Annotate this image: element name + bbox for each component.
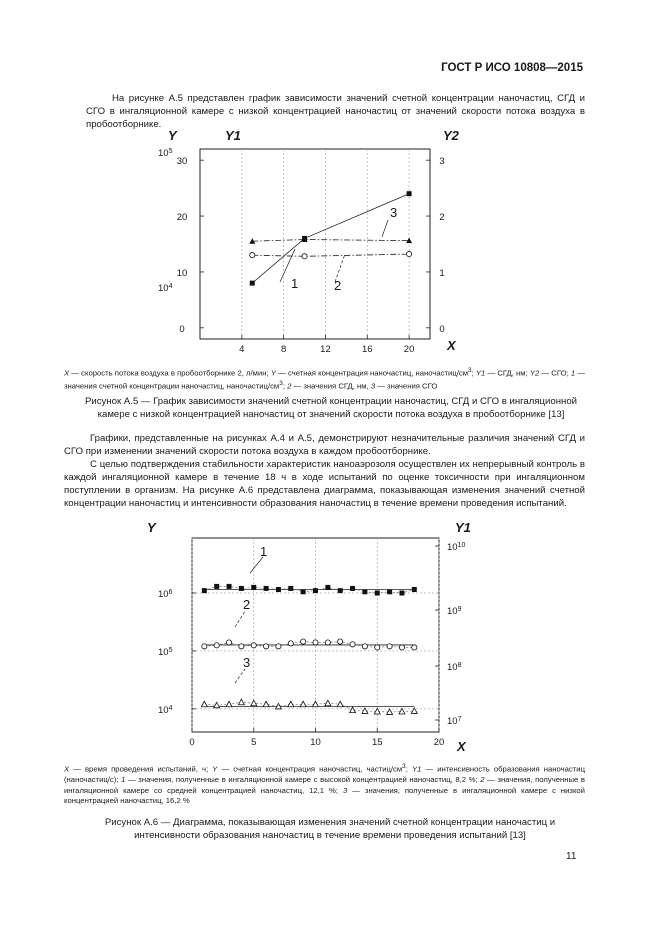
series-2-line [252, 254, 409, 256]
series-3-point [226, 701, 232, 707]
series-2-point [288, 641, 293, 646]
x-tick-label: 8 [280, 344, 287, 355]
series-3-point [251, 700, 257, 706]
series-1-point [313, 588, 318, 593]
y2-axis-title: Y2 [443, 128, 459, 143]
label-3-leader [235, 669, 245, 683]
series-label-2: 2 [243, 597, 251, 612]
document-id-header: ГОСТ Р ИСО 10808—2015 [441, 62, 583, 74]
x-tick-label: 4 [239, 344, 245, 355]
y1-tick-label: 0 [179, 323, 185, 335]
series-1-point [387, 589, 392, 594]
page-number: 11 [566, 851, 577, 862]
series-2-point [301, 639, 306, 644]
series-1-point [338, 588, 343, 593]
series-2-point [313, 640, 318, 645]
series-label-1: 1 [260, 544, 268, 559]
x-tick-label: 10 [310, 737, 321, 748]
figure-a6-caption: Рисунок А.6 — Диаграмма, показывающая изменения значений счетной концентрации наночастиц и интенсивности образования наночастиц в течение времени проведения испытаний [13] [104, 817, 556, 841]
y2-ticks [426, 156, 445, 335]
y1-tick-label: $10^{10}$ [447, 541, 466, 553]
x-axis-title: X [447, 338, 456, 353]
figure-a6-legend: X — время проведения испытаний, ч; Y — счетная концентрация наночастиц, частиц/$см^3$; Y1 — интенсивность образования наночастиц (наночастиц/с); 1 — значения, полученные в ингаляционной камере с высокой концентрацией наночастиц, 8,2 %; 2 — значения, полученные в ингаляционной камере со средней концентрацией наночастиц, 12,1 %; 3 — значения, полученные в ингаляционной камере с низкой концентрацией наночастиц, 16,2 % [64, 763, 585, 806]
series-group [249, 191, 412, 285]
label-1-leader [250, 557, 263, 573]
y1-tick-label: 10 [176, 267, 188, 279]
series-1-point [362, 589, 367, 594]
series-1-point [227, 584, 232, 589]
series-1-point [264, 586, 269, 591]
series-1-point [301, 589, 306, 594]
y-tick-label: $10^5$ [158, 646, 173, 658]
y-tick-label: $10^4$ [158, 282, 173, 294]
y2-tick-label: 0 [439, 323, 445, 335]
series-2-point [325, 640, 330, 645]
series-2-point [406, 251, 411, 256]
series-3-point [350, 707, 356, 713]
series-label-3: 3 [390, 205, 398, 220]
series-1-point [276, 587, 281, 592]
y-tick-label: $10^6$ [158, 588, 173, 601]
x-axis-title: X [457, 739, 466, 754]
series-2-point [239, 644, 244, 649]
x-tick-label: 0 [189, 737, 195, 748]
series-3-point [201, 701, 207, 707]
y1-log-ticks [435, 542, 465, 728]
series-2-point [362, 644, 367, 649]
y1-tick-label: 30 [176, 156, 188, 168]
y1-tick-label: $10^8$ [447, 661, 462, 673]
y-log-ticks [158, 148, 173, 295]
paragraph-graphs-a4-a5: Графики, представленные на рисунках А.4 и А.5, демонстрируют незначительные различия значений СГД и СГО при изменении значений скорости потока воздуха в каждом пробоотборнике. [64, 433, 585, 457]
series-1-point [202, 588, 207, 593]
series-3-line [204, 702, 414, 712]
paragraph-stability: С целью подтверждения стабильности характеристик наноаэрозоля осуществлен их непрерывный контроль в каждой ингаляционной камере в течение 18 ч в ходе испытаний по оценке токсичности при ингаляционном поступлении в организм. На рисунке А.6 представлена диаграмма, показывающая изменения значений счетной концентрации наночастиц и интенсивности образования наночастиц в течение времени проведения испытаний. [64, 459, 585, 509]
series-2-point [302, 254, 307, 259]
series-1-point [407, 191, 412, 196]
x-tick-label: 20 [403, 344, 415, 355]
figure-a5-caption: Рисунок А.5 — График зависимости значений счетной концентрации наночастиц, СГД и СГО в ингаляционной камере с низкой концентрацией наночастиц от значений скорости потока воздуха в пробоотборнике [13] [84, 396, 578, 420]
y2-tick-label: 1 [439, 267, 445, 279]
series-2-point [412, 645, 417, 650]
series-2-point [264, 644, 269, 649]
series-1-point [325, 585, 330, 590]
series-1-point [288, 586, 293, 591]
x-tick-label: 5 [251, 737, 257, 748]
x-tick-label: 20 [433, 737, 445, 748]
x-tick-label: 12 [320, 344, 331, 355]
series-1-point [250, 281, 255, 286]
series-3-line [252, 240, 409, 242]
series-label-2: 2 [334, 278, 342, 293]
series-1-line [252, 194, 409, 283]
y-log-ticks [158, 589, 196, 716]
series-1-point [239, 586, 244, 591]
y-axis-title: Y [147, 520, 156, 535]
figure-a6-chart [135, 515, 480, 757]
y2-tick-label: 3 [439, 156, 445, 168]
y-tick-label: $10^5$ [158, 147, 173, 159]
series-1-point [375, 591, 380, 596]
series-2-point [399, 645, 404, 650]
label-3-leader [382, 220, 388, 237]
series-1-point [251, 585, 256, 590]
series-2-point [226, 640, 231, 645]
x-tick-label: 16 [361, 344, 373, 355]
series-2-point [276, 644, 281, 649]
series-2-point [202, 644, 207, 649]
series-2-point [350, 642, 355, 647]
y1-axis-title: Y1 [225, 128, 241, 143]
y1-axis-title: Y1 [455, 520, 471, 535]
series-3-point [214, 702, 220, 708]
series-label-1: 1 [291, 276, 299, 291]
series-3-point [337, 701, 343, 707]
series-2-point [338, 639, 343, 644]
y1-tick-label: $10^7$ [447, 715, 462, 727]
series-1-point [350, 586, 355, 591]
plot-frame [200, 149, 430, 339]
series-label-3: 3 [243, 655, 251, 670]
y2-tick-label: 2 [439, 212, 445, 224]
figure-a5-legend: X — скорость потока воздуха в пробоотборнике 2, л/мин; Y — счетная концентрация наночастиц, наночастиц/$см^3$; Y1 — СГД, нм; Y2 — СГО; 1 — значения счетной концентрации наночастиц, наночастиц/$см^3$; 2 — значения СГД, нм, 3 — значения СГО [64, 367, 586, 391]
series-1-point [412, 587, 417, 592]
series-3-point [263, 701, 269, 707]
series-group [201, 584, 417, 715]
x-ticks [189, 728, 444, 748]
x-ticks [239, 335, 414, 355]
label-2-leader [235, 611, 245, 627]
series-2-line [204, 642, 414, 648]
series-2-point [214, 643, 219, 648]
series-1-point [214, 584, 219, 589]
x-tick-label: 15 [371, 737, 383, 748]
grid-lines [242, 149, 409, 339]
series-3-point [325, 700, 331, 706]
series-2-point [250, 253, 255, 258]
series-2-point [375, 645, 380, 650]
series-2-point [387, 644, 392, 649]
y1-tick-label: 20 [176, 212, 188, 224]
series-3-point [238, 699, 244, 705]
figure-a5-chart [150, 122, 480, 357]
intro-paragraph-a5: На рисунке А.5 представлен график зависимости значений счетной концентрации наночастиц, СГД и СГО в ингаляционной камере с низкой концентрацией наночастиц от значений скорости потока воздуха в пробоотборнике. [86, 93, 585, 130]
y-axis-title: Y [168, 128, 177, 143]
series-1-point [399, 591, 404, 596]
y1-tick-label: $10^9$ [447, 605, 462, 617]
y-tick-label: $10^4$ [158, 704, 173, 716]
series-2-point [251, 643, 256, 648]
